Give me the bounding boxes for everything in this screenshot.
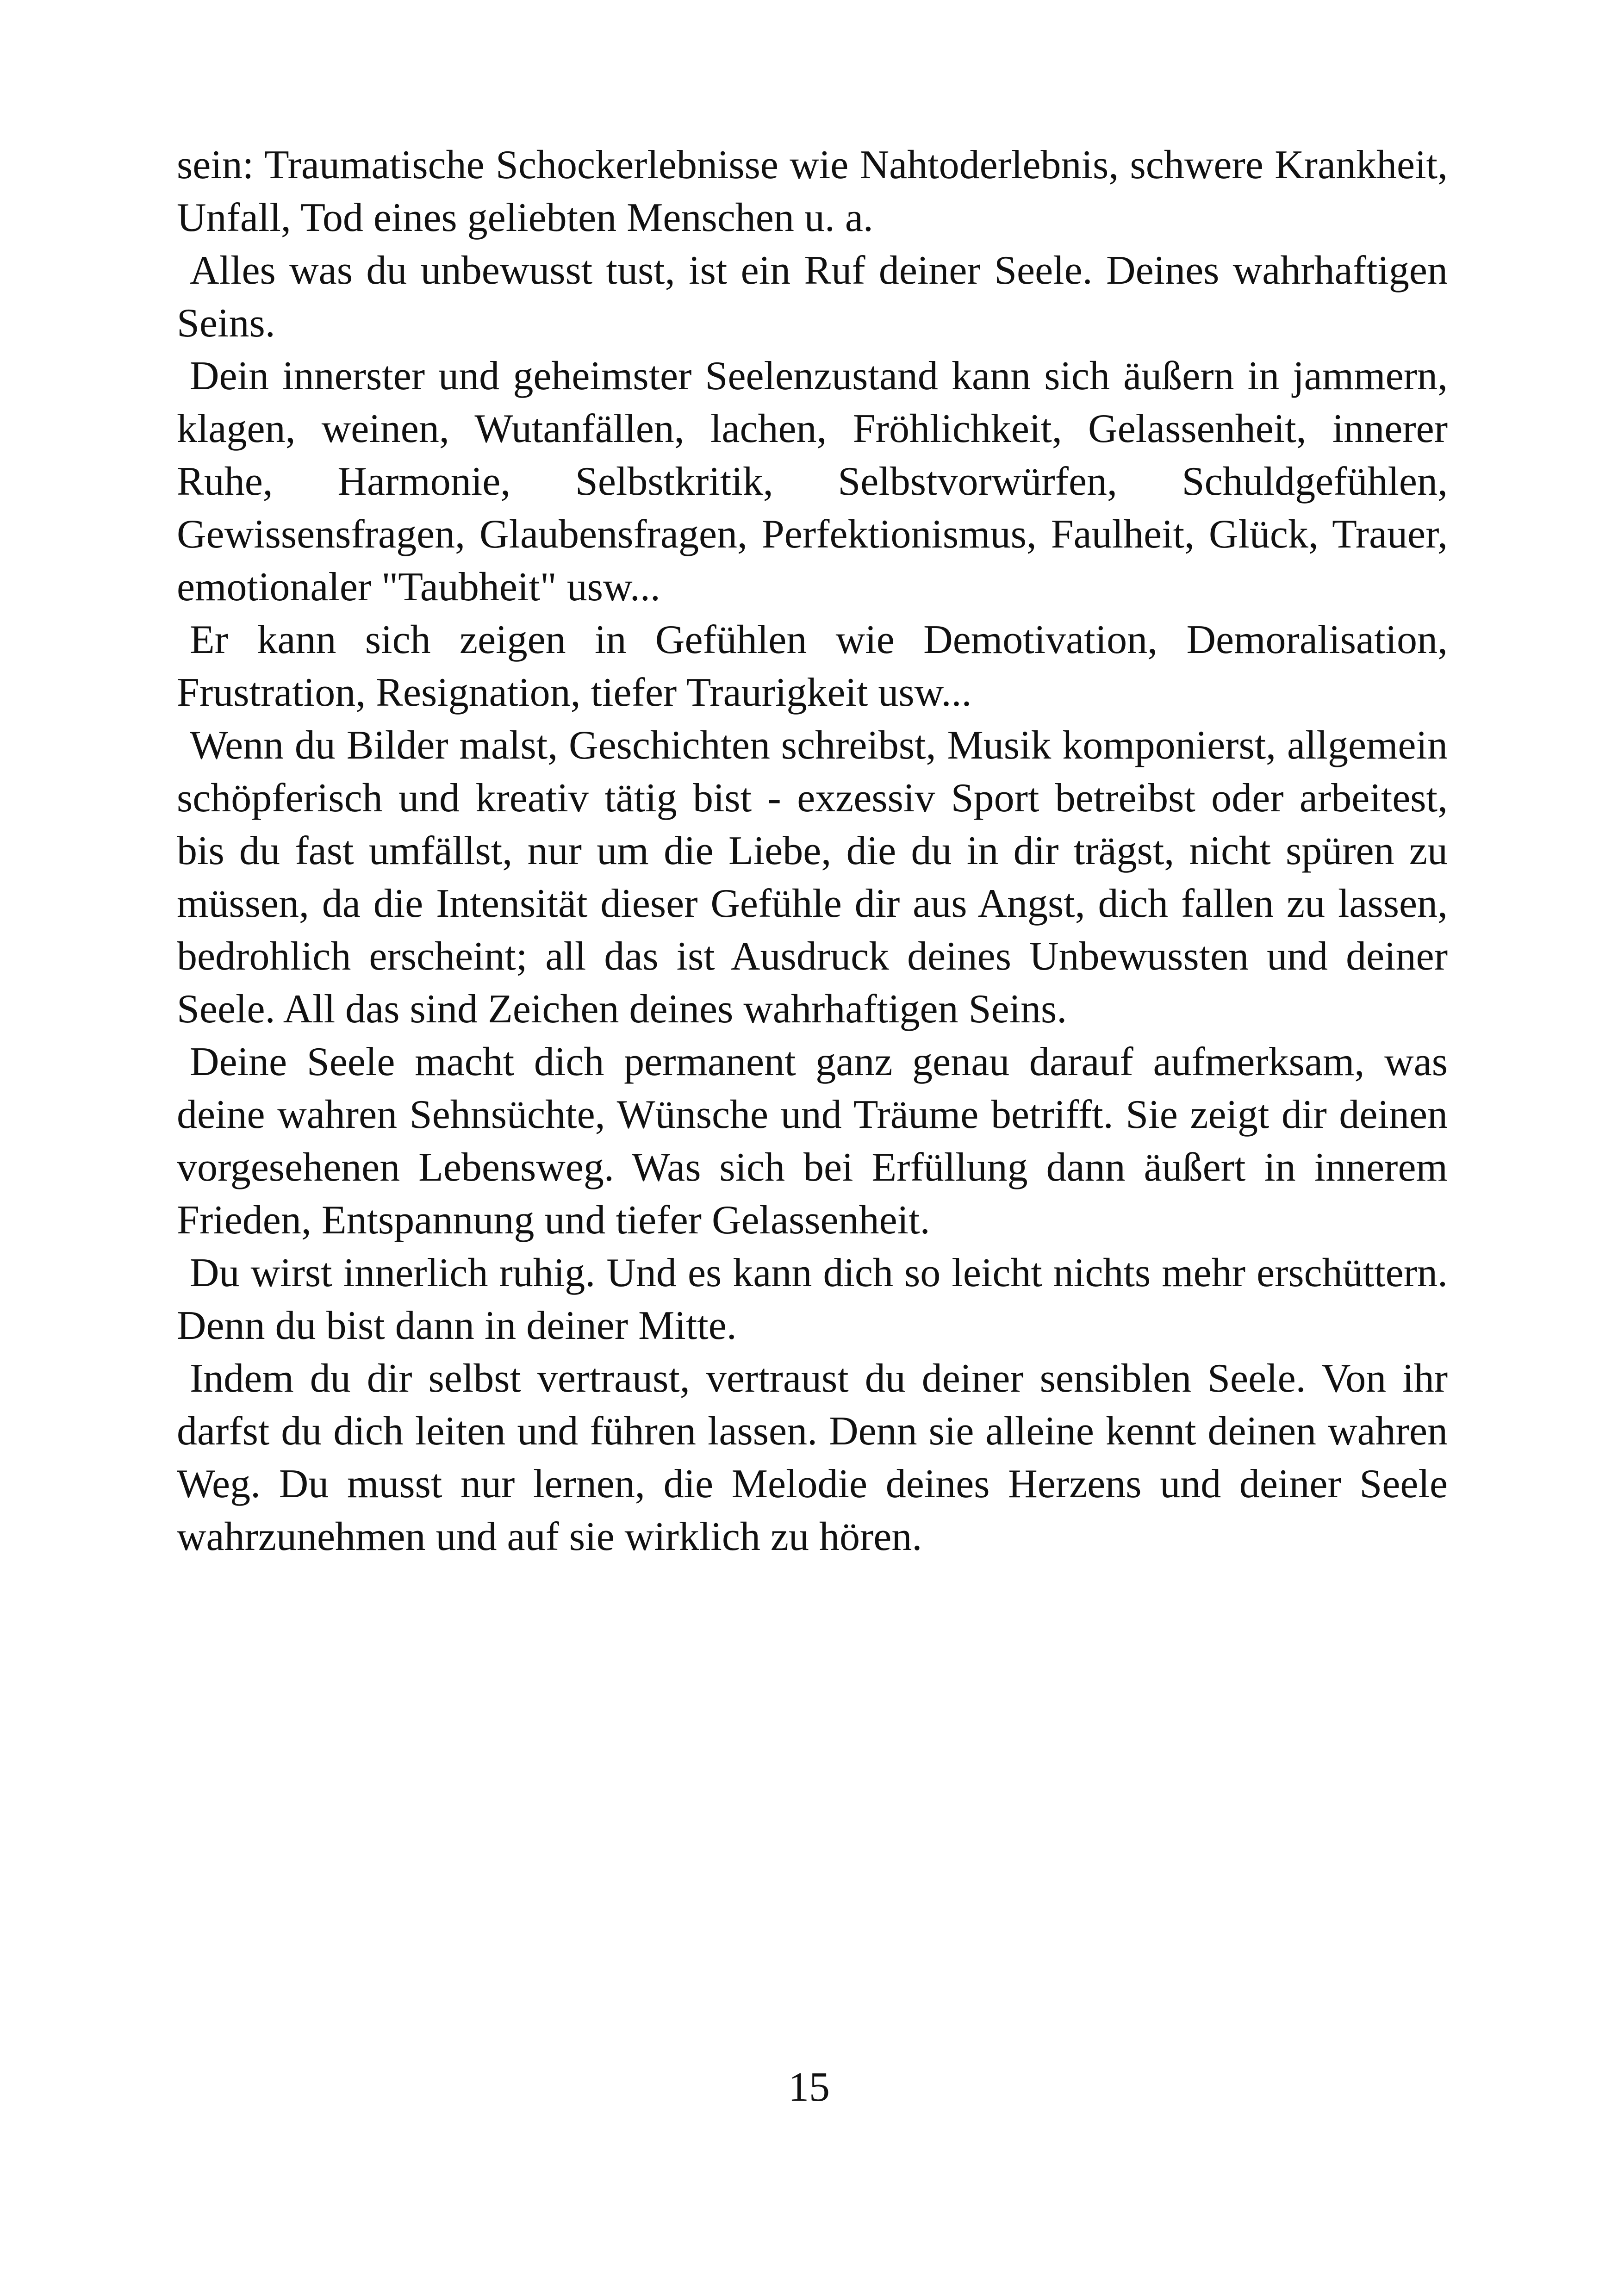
paragraph-2: Alles was du unbewusst tust, ist ein Ruf deiner Seele. Deines wahrhaftigen Seins. bbox=[177, 248, 1448, 346]
paragraph-6: Deine Seele macht dich permanent ganz genau darauf aufmerksam, was deine wahren Sehnsüchte, Wünsche und Träume betrifft. Sie zeigt dir deinen vorgesehenen Lebensweg. Was sich bei Erfüllung dann äußert in innerem Frieden, Entspannung und tiefer Gelassenheit. bbox=[177, 1039, 1448, 1243]
paragraph-8: Indem du dir selbst vertraust, vertraust du deiner sensiblen Seele. Von ihr darfst du dich leiten und führen lassen. Denn sie alleine kennt deinen wahren Weg. Du musst nur lernen, die Melodie deines Herzens und deiner Seele wahrzunehmen und auf sie wirklich zu hören. bbox=[177, 1356, 1448, 1559]
body-text bbox=[177, 139, 1448, 1563]
paragraph-4: Er kann sich zeigen in Gefühlen wie Demotivation, Demoralisation, Frustration, Resignation, tiefer Traurigkeit usw... bbox=[177, 617, 1448, 715]
paragraph-1: sein: Traumatische Schockerlebnisse wie Nahtoderlebnis, schwere Krankheit, Unfall, Tod eines geliebten Menschen u. a. bbox=[177, 143, 1448, 240]
paragraph-7: Du wirst innerlich ruhig. Und es kann dich so leicht nichts mehr erschüttern. Denn du bist dann in deiner Mitte. bbox=[177, 1251, 1448, 1348]
page-number: 15 bbox=[788, 2064, 830, 2110]
paragraph-5: Wenn du Bilder malst, Geschichten schreibst, Musik komponierst, allgemein schöpferisch und kreativ tätig bist - exzessiv Sport betreibst oder arbeitest, bis du fast umfällst, nur um die Liebe, die du in dir trägst, nicht spüren zu müssen, da die Intensität dieser Gefühle dir aus Angst, dich fallen zu lassen, bedrohlich erscheint; all das ist Ausdruck deines Unbewussten und deiner Seele. All das sind Zeichen deines wahrhaftigen Seins. bbox=[177, 723, 1448, 1032]
paragraph-3: Dein innerster und geheimster Seelenzustand kann sich äußern in jammern, klagen, weinen, Wutanfällen, lachen, Fröhlichkeit, Gelassenheit, innerer Ruhe, Harmonie, Selbstkritik, Selbstvorwürfen, Schuldgefühlen, Gewissensfragen, Glaubensfragen, Perfektionismus, Faulheit, Glück, Trauer, emotionaler "Taubheit" usw... bbox=[177, 354, 1448, 610]
